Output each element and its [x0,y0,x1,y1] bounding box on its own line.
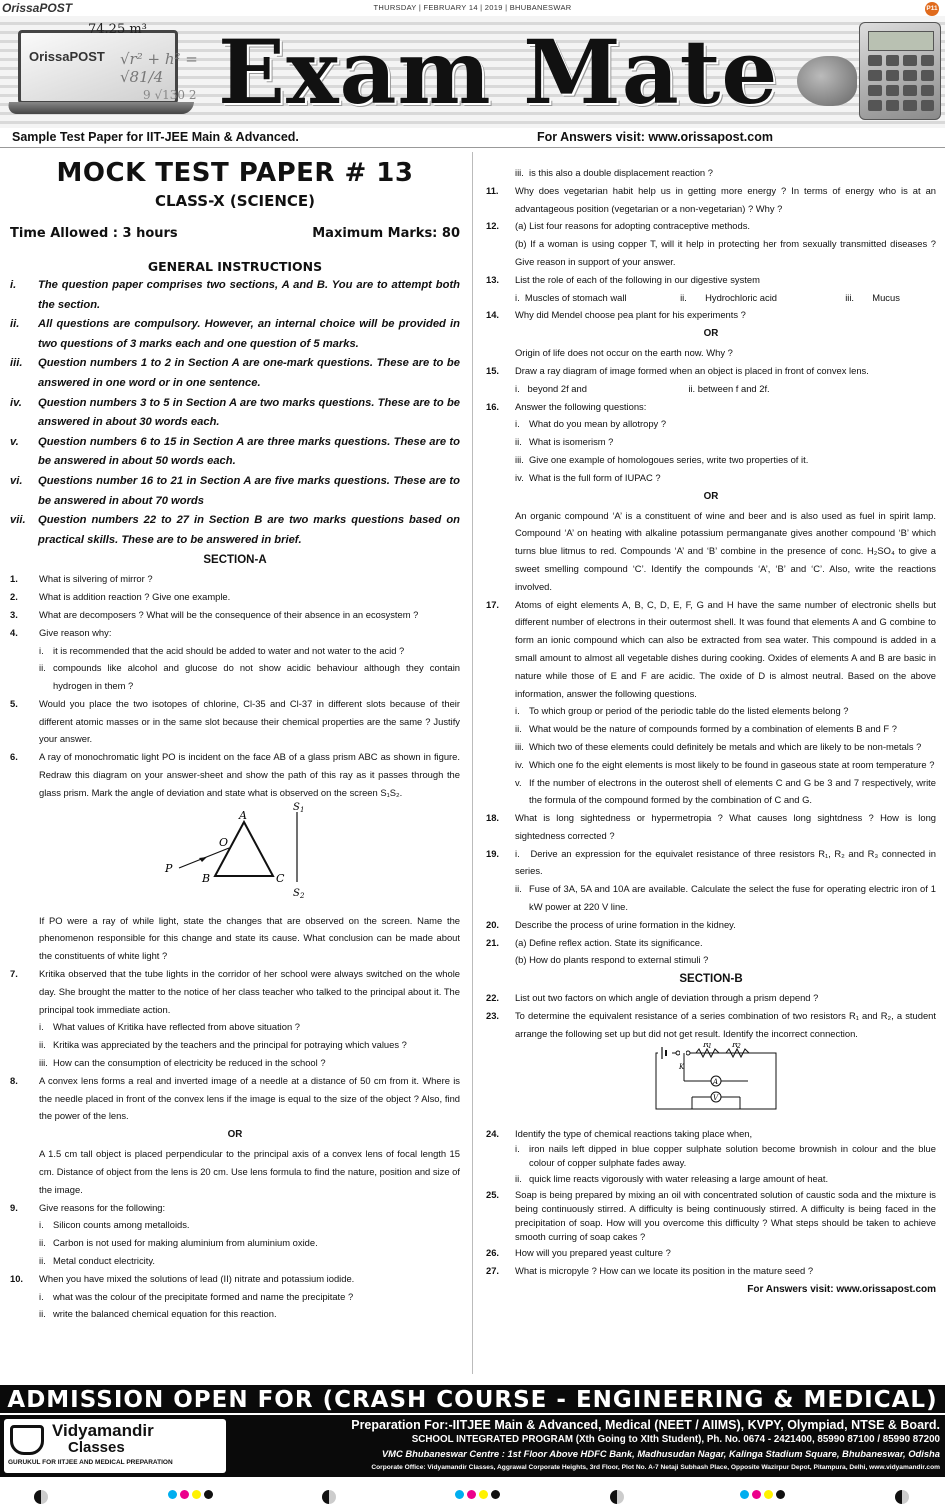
question-16-iii: iii. Give one example of homologoues series, write two properties of it. [515,453,809,465]
question-9-iii: ii. Metal conduct electricity. [39,1255,155,1267]
question-18: 18. What is long sightedness or hypermetropia ? What causes long sightdness ? How is long sightedness corrected ? [486,812,936,841]
column-divider [472,152,473,1374]
registration-mark [34,1490,48,1504]
instructions-title: GENERAL INSTRUCTIONS [147,259,323,274]
book-icon [10,1425,44,1455]
laptop-logo: OrissaPOST [29,49,105,64]
question-19-ii: ii. Fuse of 3A, 5A and 10A are available. Calculate the select the fuse for operating electric iron of 1 kW power at 220 V line. [515,883,936,913]
question-21: 21. (a) Define reflex action. State its significance. [486,936,703,948]
svg-text:2: 2 [300,891,305,900]
calculator-keys [868,55,934,111]
ad-headline: ADMISSION OPEN FOR (CRASH COURSE - ENGINEERING & MEDICAL) [0,1385,945,1415]
question-17-ii: ii. What would be the nature of compounds formed by a combination of elements B and F ? [515,723,897,735]
question-24-ii: ii. quick lime reacts vigorously with water releasing a large amount of heat. [515,1173,829,1185]
question-1: 1. What is silvering of mirror ? [10,573,153,585]
instruction-item: i. The question paper comprises two sections, A and B. You are to attempt both the section. [10,279,460,311]
question-24: 24. Identify the type of chemical reactions taking place when, [486,1127,753,1139]
question-7-i: i. What values of Kritika have reflected from above situation ? [39,1021,301,1033]
question-17-v: v. If the number of electrons in the outerost shell of elements C and G be 3 and 7 respectively, write the formula of the compound formed by the combination of C and G. [515,776,936,806]
subheader-answers-link[interactable]: For Answers visit: www.orissapost.com [537,130,773,144]
section-title: Exam Mate [218,20,779,124]
paper-class: CLASS-X (SCIENCE) [154,192,316,210]
registration-mark [322,1490,336,1504]
question-17-i: i. To which group or period of the periodic table do the listed elements belong ? [515,705,849,717]
answers-link[interactable]: For Answers visit: www.orissapost.com [747,1283,936,1295]
instruction-item: ii. All questions are compulsory. However, an internal choice will be provided in two questions of 3 marks each and one question of 5 marks. [10,318,460,350]
key-terminal [676,1051,680,1055]
question-16-ii: ii. What is isomerism ? [515,436,614,448]
question-10-iii: iii. is this also a double displacement reaction ? [515,167,713,178]
instruction-item: iv. Question numbers 3 to 5 in Section A are two marks questions. These are to be answered in about 30 words each. [10,396,460,429]
ad-details [232,1417,940,1474]
question-9: 9. Give reasons for the following: [10,1201,166,1213]
svg-text:B: B [202,871,211,885]
question-4-i: i. it is recommended that the acid should be added to water and not water to the acid ? [39,644,405,656]
question-7-ii: ii. Kritika was appreciated by the teachers and the principal for potraying which values ? [39,1039,407,1051]
or-divider: OR [703,490,719,502]
question-19: 19. i. Derive an expression for the equivalet resistance of three resistors R₁, R₂ and R₃ connected in series. [486,847,936,877]
question-14: 14. Why did Mendel choose pea plant for his experiments ? [486,309,746,321]
question-15-i: i. beyond 2f and [515,382,587,394]
subheader [0,128,945,148]
svg-text:1: 1 [708,1042,712,1050]
svg-text:2: 2 [737,1042,741,1050]
color-bar [168,1490,213,1499]
question-16-alternative: An organic compound ‘A’ is a constituent of wine and beer and is also used as fuel in spirit lamp. Compound ‘A’ on heating with alkaline potassium permanganate gives another compound ‘B’ which turns blue litmus to red. Compounds ‘A’ and ‘B’ combine in the presence of conc. H₂SO₄ to give a sweet smelling compound ‘C’. Identify the compounds ‘A’, ‘B’ and ‘C’. Also, write the reactions involved. [515,509,936,592]
question-12-b: (b) If a woman is using copper T, will it help in protecting her from sexually transmitted diseases ? Give reason in support of your answer. [515,238,936,267]
svg-text:C: C [276,871,285,885]
question-7: 7. Kritika observed that the tube lights in the corridor of her school were always switched on the whole day. She brought the matter to the notice of her class teacher who talked to the principal about it. The principal took immediate action. [10,968,460,1015]
svg-text:V: V [713,1093,719,1102]
svg-text:S: S [293,801,300,813]
question-7-iii: iii. How can the consumption of electricity be reduced in the school ? [39,1057,326,1069]
print-registration-marks [0,1490,945,1506]
instruction-item: v. Question numbers 6 to 15 in Section A are three marks questions. These are to be answered in about 50 words each. [10,435,460,468]
question-10-i: i. what was the colour of the precipitate formed and name the precipitate ? [39,1290,354,1302]
registration-mark [610,1490,624,1504]
question-16-i: i. What do you mean by allotropy ? [515,418,667,430]
registration-mark [895,1490,909,1504]
logo-name-line1: Vidyamandir [52,1421,154,1440]
logo-tagline: GURUKUL FOR IITJEE AND MEDICAL PREPARATION [8,1459,173,1466]
math-decoration-1: 74.25 m³ [88,22,147,37]
instruction-item: vii. Question numbers 22 to 27 in Section B are two marks questions based on practical skills. These are to be answered in brief. [10,514,460,546]
or-divider: OR [703,328,719,340]
color-bar [455,1490,500,1499]
question-13-iii: iii. Mucus [845,291,900,303]
question-10: 10. When you have mixed the solutions of lead (II) nitrate and potassium iodide. [10,1272,355,1284]
question-13-options [486,289,936,307]
vidyamandir-logo [4,1419,226,1473]
question-2: 2. What is addition reaction ? Give one example. [10,591,231,603]
question-22: 22. List out two factors on which angle of deviation through a prism depend ? [486,992,819,1004]
instruction-item: vi. Questions number 16 to 21 in Section A are five marks questions. These are to be answered in about 70 words [10,474,460,507]
question-16-iv: iv. What is the full form of IUPAC ? [515,471,661,483]
svg-text:A: A [713,1077,719,1086]
section-b-heading: SECTION-B [679,973,743,986]
question-20: 20. Describe the process of urine formation in the kidney. [486,918,736,930]
question-12: 12. (a) List four reasons for adopting contraceptive methods. [486,220,751,232]
question-13-ii: ii. Hydrochloric acid [680,291,778,303]
advertisement-banner [0,1385,945,1477]
question-15: 15. Draw a ray diagram of image formed when an object is placed in front of convex lens. [486,364,869,376]
left-column [10,152,460,1323]
svg-text:R: R [732,1042,739,1049]
math-decoration-3: 9 √130 2 [143,88,197,102]
hand-illustration [797,56,857,106]
question-4: 4. Give reason why: [10,626,112,638]
question-3: 3. What are decomposers ? What will be the consequence of their absence in an ecosystem ? [10,608,419,620]
question-13: 13. List the role of each of the following in our digestive system [486,273,760,285]
right-column [486,164,936,1298]
question-17-iv: iv. Which one fo the eight elements is most likely to be found in gaseous state at room temperature ? [515,758,935,770]
question-23: 23. To determine the equivalent resistance of a series combination of two resistors R₁ and R₂, a student arrange the following set up but did not get result. Identify the incorrect connection. [486,1010,936,1039]
laptop-base [7,102,194,114]
question-16: 16. Answer the following questions: [486,400,647,412]
paper-title: MOCK TEST PAPER # 13 [56,158,414,188]
question-5: 5. Would you place the two isotopes of chlorine, Cl-35 and Cl-37 in different slots because of their different atomic masses or in the same slot because their chemical properties are the same ? Justify your answer. [10,697,460,745]
question-4-ii: ii. compounds like alcohol and glucose do not show acidic behaviour although they contain hydrogen in them ? [39,662,460,692]
svg-text:S: S [293,887,300,899]
question-8-alternative: A 1.5 cm tall object is placed perpendicular to the principal axis of a convex lens of focal length 15 cm. Distance of object from the lens is 20 cm. Use lens formula to find the nature, position and size of the image. [39,1148,460,1195]
question-8: 8. A convex lens forms a real and inverted image of a needle at a distance of 50 cm from it. Where is the needle placed in front of the convex lens if the image is equal to the size of the object ? Also, find the power of the lens. [10,1074,460,1122]
question-14-alternative: Origin of life does not occur on the earth now. Why ? [515,347,733,359]
circuit-diagram [486,1043,936,1125]
logo-name-line2: Classes [68,1439,125,1456]
question-17: 17. Atoms of eight elements A, B, C, D, E, F, G and H have the same number of electronic shells but different number of electrons in their outermost shell. It was found that elements A and G combine to form an ionic compound which can also be extracted from sea water. This compound is added in a small amount to almost all vegetable dishes during cooking. Oxides of elements A and B are basic in nature while those of E and F are acidic. The oxide of D is almost neutral. Based on the above information, answer the following questions. [486,598,936,699]
svg-text:A: A [239,808,247,822]
time-allowed: Time Allowed : 3 hours [10,226,178,241]
or-divider: OR [227,1129,243,1141]
brand-logo-small: OrissaPOST [2,1,73,15]
question-6: 6. A ray of monochromatic light PO is incident on the face AB of a glass prism ABC as shown in figure. Redraw this diagram on your answer-sheet and show the path of this ray as it passes through the glass prism. Mark the angle of deviation and state what is observed on the screen S₁S₂. [10,751,460,798]
svg-text:R: R [703,1042,710,1049]
ad-line-1: Preparation For:-IITJEE Main & Advanced, Medical (NEET / AIIMS), KVPY, Olympiad, NTSE & Board. [351,1418,940,1432]
question-27: 27. What is micropyle ? How can we locate its position in the mature seed ? [486,1265,814,1277]
question-24-i: i. iron nails left dipped in blue copper sulphate solution become brownish in colour and the blue colour of copper sulphate fades away. [515,1143,936,1169]
question-26: 26. How will you prepared yeast culture ? [486,1247,671,1259]
question-10-ii: ii. write the balanced chemical equation for this reaction. [39,1308,277,1320]
instructions-list [10,276,460,550]
laptop-illustration [8,22,216,122]
question-15-ii: ii. between f and 2f. [688,382,770,394]
ad-line-4: Corporate Office: Vidyamandir Classes, Aggrawal Corporate Heights, 3rd Floor, Plot No. A-7 Netaji Subhash Place, Opposite Wazirpur Depot, Pitampura, Delhi, www.vidyamandir.com [371,1464,940,1471]
question-15-options [486,380,936,398]
svg-text:P: P [165,861,173,875]
dateline: THURSDAY | FEBRUARY 14 | 2019 | BHUBANESWAR [373,3,572,12]
time-marks-row [10,226,460,241]
instruction-item: iii. Question numbers 1 to 2 in Section A are one-mark questions. These are to be answered in one word or in one sentence. [10,357,460,389]
question-21-b: (b) How do plants respond to external stimuli ? [515,954,709,966]
question-9-i: i. Silicon counts among metalloids. [39,1219,190,1231]
masthead [0,16,945,128]
question-9-ii: ii. Carbon is not used for making aluminium from aluminium oxide. [39,1237,318,1249]
ray-arrowhead [199,857,207,862]
section-a-heading: SECTION-A [203,554,267,567]
math-decoration-2: √r² + h² = √81/4 [120,50,198,86]
question-11: 11. Why does vegetarian habit help us in getting more energy ? In terms of energy who is at an advantageous position (vegetarian or a non-vegetarian) ? Why ? [486,184,936,214]
maximum-marks: Maximum Marks: 80 [312,226,460,241]
calculator-illustration [859,22,941,120]
prism-triangle [215,822,273,876]
page-number-badge: P11 [925,2,939,16]
prism-diagram [10,802,460,912]
svg-text:O: O [219,835,229,849]
svg-text:K: K [679,1062,685,1071]
question-6-continued: If PO were a ray of while light, state the changes that are observed on the screen. Name the phenomenon responsible for this change and state its cause. What conclusion can be made about the constituents of white light ? [39,914,460,962]
subheader-left: Sample Test Paper for IIT-JEE Main & Advanced. [12,130,299,144]
question-25: 25. Soap is being prepared by mixing an oil with concentrated solution of caustic soda and the mixture is being continuously stirred. A difficulty is being continuously stirred. A difficulty is being faced in the precipitation of soap. How will you overcome this difficulty ? What steps should be taken to achieve smooth curring of soap cakes ? [486,1189,936,1243]
color-bar [740,1490,785,1499]
question-13-i: i. Muscles of stomach wall [515,291,627,303]
svg-text:1: 1 [300,805,305,814]
question-17-iii: iii. Which two of these elements could definitely be metals and which are likely to be non-metals ? [515,740,922,752]
ad-line-3: VMC Bhubaneswar Centre : 1st Floor Above HDFC Bank, Madhusudan Nagar, Kalinga Stadium Square, Bhubaneswar, Odisha [381,1448,940,1459]
ad-line-2: SCHOOL INTEGRATED PROGRAM (Xth Going to XIth Student), Ph. No. 0674 - 2421400, 85990 87100 / 85990 87200 [411,1434,940,1445]
